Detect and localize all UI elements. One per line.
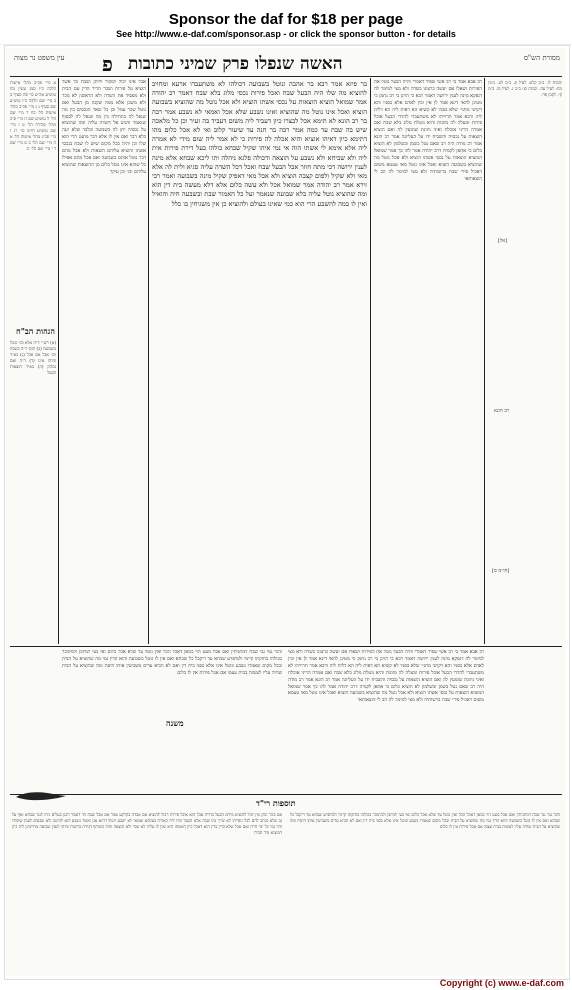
tosafot-right-column: והכי נמי גבי שבח דמתניתין ואם אכל מעט הוי כמאן דאכל הכל ואין נוטל עד שלא אכל כלום ואי בעי למיזבן ולמימכר בכולהו בחזקתו קיימי ולמיפרע שבחא עד דיקבל כל שבחא ואם אין לו נוטל בשבועה והוא הדין נמי מה שהוציא על הבית ובכל מקום שאמרו נשבע ונוטל אינו אלא בפני בית דין ואם לא הביא עדים משביעין אותו היסת ומה שהוציא על הבית שהיה עליו לעשות בבית עצמו אם אכל פירות אין לו כלום	[290, 812, 560, 829]
tosafot-left-column: אם מכר ונתן אין יכול להוציא מידם הבעל בחייה אבל הוא אוכל פירות ויכול להוציא אם אבדה בקרקע אמר אם אכל שבח הוי דאמר רבנן בעלים ניהו לגבי שבחא ואף על גב שלא נכתב להם לכל גופייהו לא שייך נהו שבח אלא הבעל הוה ליה כאורח בעלמא ואמאי לא ישבע ויטול דהוא אנן ואשר נשבע הוא להיטב ולא שבעים לענין שיפורו והוי נמי כל ימי חייה ואם אכל שלא כדין בדין הוא דאכל כיון דאשתו היא ואין לו עליה לא שכר ולא הוצאה והוה כשותף דנחית ברשות ומיהו לענין שבועה מחייבינן ליה כיון דמוציא מיד חבירו	[12, 812, 282, 835]
margin-note-2: רב הונא	[494, 408, 510, 414]
column-rule-2	[148, 78, 149, 644]
gloss-header: הגהות הב"ח	[16, 326, 55, 336]
rashi-commentary: רב אבא אמר בי רב אשי שפיר דאמרי והיה הבעל נוטל את הפירות ושאלו אם יעשה כרצונו בשדה ולא מצי למימר לה דנפקא מינה לענין ירושה דאמר רבא כי הוינן בי רב נחמן כי מטינן להאי דינא אמר לן אין זכין לאדם אלא בפניו והא דקתני מתני׳ שלא בפניו לא קשיא הא דאית ליה הא דלית ליה ורבא אמר תרוייהו לא משתעבדי להדדי הבעל אוכל פירות ומעלה לה מזונות והיא נוטלת מלוג בלא שבח ואם אמרה הריני אוכלת ואיני ניזונת שומעין לה ואם הוציא הוצאות על נכסיה והשביח ידו על העליונה אמר רב הונא אמר רב מודה היה רב שאם נטל בשמן ובשלמון לא הוציא כלום כי אתאן לקמיה דרב יהודה אמר להו כך אמר שמואל המוציא הוצאות על נכסי אשתו הוציא ולא אכל נוטל מה שהוציא בשבועה הוציא ואכל אינו נוטל מאי טעמא משום דאכיל פירי שבח ברשותיה ולא מצי למימר לה הב לי הוצאותאי	[374, 80, 482, 182]
page-header-title: האשה שנפלו פרק שמיני כתובות	[128, 54, 343, 74]
tosafot-header: תוספות רי"ד	[256, 798, 296, 808]
pointing-hand-icon	[14, 789, 68, 803]
sponsor-title[interactable]: Sponsor the daf for $18 per page	[168, 11, 404, 28]
lower-rule	[10, 646, 562, 647]
header-rule	[10, 76, 562, 77]
mishna-label: משנה	[166, 718, 184, 728]
sponsor-subtitle[interactable]: See http://www.e-daf.com/sponsor.asp - or click the sponsor button - for details	[116, 29, 456, 39]
lower-right-commentary: רב אבא אמר בי רב אשי שפיר דאמרי והיה הבעל נוטל את הפירות ושאלו אם יעשה כרצונו בשדה ולא מצי למימר לה דנפקא מינה לענין ירושה דאמר רבא כי הוינן בי רב נחמן כי מטינן להאי דינא אמר לן אין זכין לאדם אלא בפניו והא דקתני מתני׳ שלא בפניו לא קשיא הא דאית ליה הא דלית ליה ורבא אמר תרוייהו לא משתעבדי להדדי הבעל אוכל פירות ומעלה לה מזונות והיא נוטלת מלוג בלא שבח ואם אמרה הריני אוכלת ואיני ניזונת שומעין לה ואם הוציא הוצאות על נכסיה והשביח ידו על העליונה אמר רב הונא אמר רב מודה היה רב שאם נטל בשמן ובשלמון לא הוציא כלום כי אתאן לקמיה דרב יהודה אמר להו כך אמר שמואל המוציא הוצאות על נכסי אשתו הוציא ולא אכל נוטל מה שהוציא בשבועה הוציא ואכל אינו נוטל מאי טעמא משום דאכיל פירי שבח ברשותיה ולא מצי למימר לה הב לי הוצאותאי	[288, 650, 484, 704]
gloss-column: (א) רש״י ד״ה אלא וכו׳ נוטל בשבועה (ב) תוס׳ ד״ה בשבח וכו׳ אבל אם אכל (ג) בא״ד ומיהו אינו (ד) ד״ה ואם נמחק (ה) בא״ד הוצאות הבעל	[10, 340, 56, 375]
column-rule-4	[484, 78, 485, 644]
column-rule-3	[370, 78, 371, 644]
tosafot-rule	[10, 794, 562, 795]
column-rule-1	[58, 78, 59, 644]
masoret-column: יבמות לו. ב״ב קלט: לעיל פ. ב״מ לט. גיטין מח: לעיל עח. יבמות סו: ב״ב נ. לעיל מו. ב״מ קי. לקמן פד:	[488, 80, 562, 97]
talmud-page	[6, 48, 566, 976]
page-letter: פ	[102, 52, 113, 76]
margin-note-1: [אל]	[498, 238, 508, 244]
copyright-footer: Copyright (c) www.e-daf.com	[439, 978, 564, 988]
margin-note-3: [חו״מ ס]	[492, 568, 510, 574]
ein-mishpat-column: א מיי׳ פכ״ב מהל׳ אישות הלכה כ״ו סמג עשין מח טוש״ע אה״ע סי׳ פח סעיף ב ב מיי׳ שם הלכה כ״ז טוש״ע שם סעיף ג ג מיי׳ פכ״ב מהל׳ אישות הל׳ כח ד מיי׳ שם הל׳ ל טוש״ע שם ה מיי׳ פ״כ מהל׳ מכירה הל׳ ט ו מיי׳ שם טוש״ע חו״מ סי׳ רג ז מיי׳ פכ״ג מהל׳ אישות הל׳ א ח מיי׳ שם הל׳ ב ט מיי׳ שם ד י מיי׳ שם הל׳ יב	[10, 80, 56, 151]
lower-left-commentary: והכי נמי גבי שבח דמתניתין ואם אכל מעט הוי כמאן דאכל הכל ואין נוטל עד שלא אכל כלום ואי בעי למיזבן ולמימכר בכולהו בחזקתו קיימי ולמיפרע שבחא עד דיקבל כל שבחא ואם אין לו נוטל בשבועה והוא הדין נמי מה שהוציא על הבית ובכל מקום שאמרו נשבע ונוטל אינו אלא בפני בית דין ואם לא הביא עדים משביעין אותו היסת ומה שהוציא על הבית שהיה עליו לעשות בבית עצמו אם אכל פירות אין לו כלום	[62, 650, 282, 676]
ein-mishpat-header: עין משפט נר מצוה	[14, 54, 65, 62]
gemara-text: בר פיזא אמר רבא בר אהבה ונוטל בשבועה דכולהו לא משתעבדו ארעא ומחויב להוציא מה שלו היה הבעל שבח ואכל פירות נכסי מלוג בלא שבח דאמר רב יהודה אמר שמואל הוציא הוצאות על נכסי אשתו הוציא ולא אכל נוטל מה שהוציא בשבועה הוציא ואכל אינו נוטל מה שהוציא ואינו נשבע שלא אכל ואמאי לא נשבע אמר רבה בר רב הונא לא תימא אכל לבצרו כיון דעביד ליה משום דעביד בה זעיר וכן כל מלאכה שיש בה שבח עד כמה אמר רבה בר חנה עד שיעור קלוב ואי לא אכל כלום מהו דתימא כיון דאיהו אוציא והיא אכלה לה פירות כי לא אמר ליה שום מידי לא אמרה ליה אלא אימא לי אשתו הוה אי נמי איהו שקיל שבחא כולהו בעל דירת פירות אית ליה ולא שביחא ולא נשבע על הוצאה ודכולה פלגא ניהלה ותו ליכא שבחא אלא מינה לענין ירושה דכי מתה חוזר אבל הבעל שבח ואכל דכל השדה עליה סגיא ולית לה אלא מאי ולא שקיל ולפום קצבה הוציא ולא אכל מאי דאפיק שקיל מינה בשבועה ואמר רבי זירא אמר רב יהודה אמר שמואל אכל ולא עשה כלום אלא דלא מעשה בית דין הוא ומה שהוציא נוטל עליה בלא שבועה שנאמר ועל כל האמור שבת ובשבעה חיה והואיל ואין לו במה להשבע הרי הוא כמי שאינו בעולם ולהוציא כן אין משגיחין בו כלל	[152, 80, 367, 208]
left-commentary: אבל אינו יכול למכור וליתן ושבח כל אשר הוציא על פירות ושכר הדיר הדין עם הבית ולא מפסיד את השדה ולא הראשון לא מכר ולא משכן אלא ממה שקנה מן הבעל ואם נוטל שכר עמל וכן כל שאר הנכסים בין מה שנפל לה בתחילה בין מה שנפל לה לבסוף שנאמר והגיע אל השדה עליה ומה שהוציא על נכסיה יתן לה בשבועה ובלבד שלא יגנה בלא דבר ואם אין לו אלא דבר מועט הרי הוא שלו וכן יהיה בכל מקום שיש לו שבח בנכסי אשתו והוציא עליהם הוצאות ולא אכל מהם דבר נוטל אותם בשבועה ואם אכל מהם אפילו כל שהוא אינו נוטל כלום מן ההוצאות שהוציא עליהם וכו׳ וכן עיקר	[62, 80, 146, 175]
sponsor-banner[interactable]	[0, 0, 572, 45]
masoret-header: מסורת הש"ס	[523, 54, 560, 62]
